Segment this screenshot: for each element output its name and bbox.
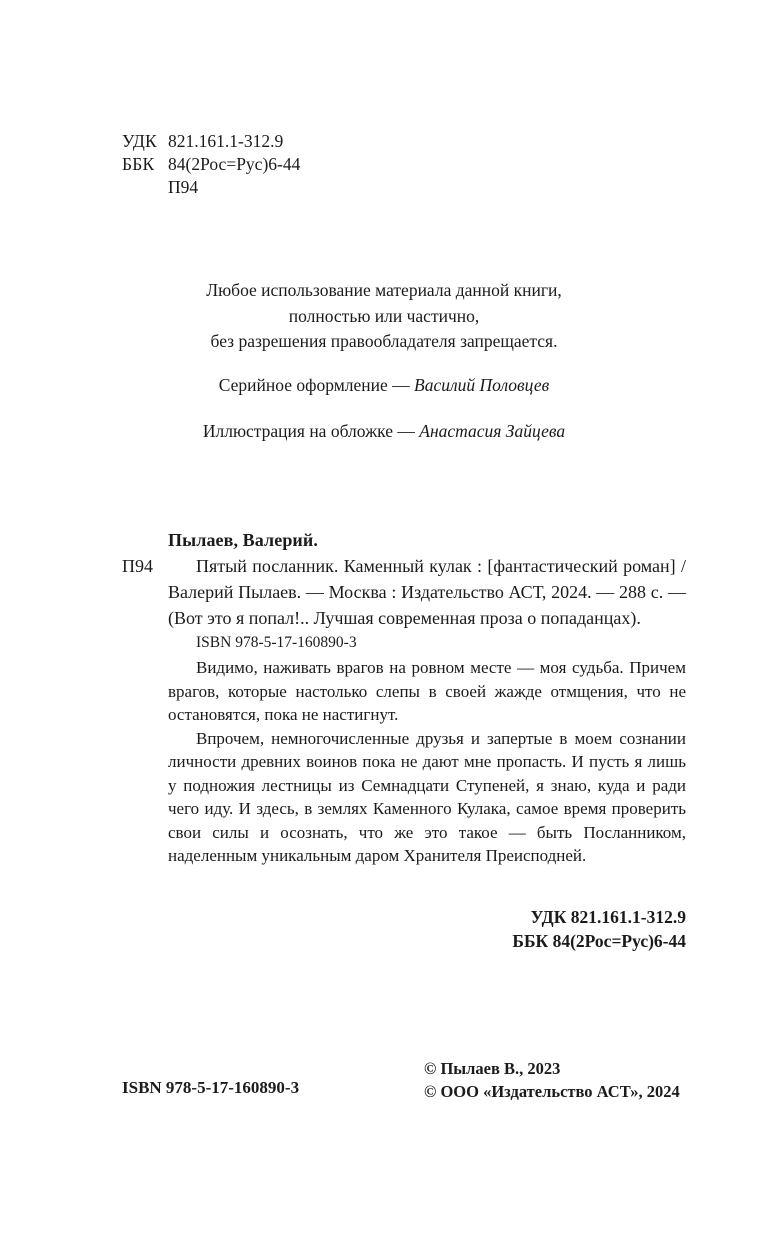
classification-row [122,130,300,153]
credit-series-design [84,373,684,397]
credit-name: Василий Половцев [414,375,550,395]
classification-row [122,176,300,199]
credit-name: Анастасия Зайцева [419,421,566,441]
record-isbn: ISBN 978-5-17-160890-3 [196,634,357,651]
credit-label: Серийное оформление — [218,375,415,395]
notice-line: Любое использование материала данной книги, [206,280,562,300]
classification-line-udk: УДК 821.161.1-312.9 [530,907,686,927]
classification-block-top [122,130,300,199]
rights-line-author: © Пылаев В., 2023 [424,1059,561,1078]
bibliographic-record [122,527,686,868]
notice-line: полностью или частично, [288,305,480,326]
classification-row [122,153,300,176]
record-annotation [168,656,686,868]
classification-label-empty [122,176,168,199]
classification-line-bbk: ББК 84(2Рос=Рус)6-44 [512,931,686,951]
classification-value-udk: 821.161.1-312.9 [168,131,284,151]
record-author: Пылаев, Валерий. [168,530,318,550]
credit-label: Иллюстрация на обложке — [202,421,420,441]
copyright-notice [84,278,684,355]
classification-label-udk: УДК [122,131,157,151]
rights-line-publisher: © ООО «Издательство АСТ», 2024 [424,1082,680,1101]
imprint-rights [424,1057,680,1103]
record-description-block [122,553,686,631]
annotation-paragraph: Впрочем, немногочисленные друзья и запертые в моем сознании личности древних воинов пока не дают мне пропасть. И пусть я лишь у подножия лестницы из Семнадцати Ступеней, я знаю, куда и ради чего иду. И здесь, в землях Каменного Кулака, самое время проверить свои силы и осознать, что же это такое — быть Посланником, наделенным уникальным даром Хранителя Преисподней. [168,728,686,865]
classification-block-bottom [512,905,686,953]
record-sigla: П94 [122,556,153,576]
classification-value-bbk: 84(2Рос=Рус)6-44 [168,154,301,174]
imprint-isbn: ISBN 978-5-17-160890-3 [122,1078,300,1097]
record-description: Пятый посланник. Каменный кулак : [фантастический роман] / Валерий Пылаев. — Москва : Издательство АСТ, 2024. — 288 с. — (Вот это я попал!.. Лучшая современная проза о попаданцах). [168,556,686,628]
classification-label-bbk: ББК [122,154,155,174]
notice-line: без разрешения правообладателя запрещается. [210,331,558,351]
annotation-paragraph: Видимо, наживать врагов на ровном месте — моя судьба. Причем врагов, которые настолько слепы в своей жажде отмщения, что не остановятся, пока не настигнут. [168,658,686,724]
credit-cover-illustration [84,419,684,443]
classification-value-author-sign: П94 [168,177,199,197]
